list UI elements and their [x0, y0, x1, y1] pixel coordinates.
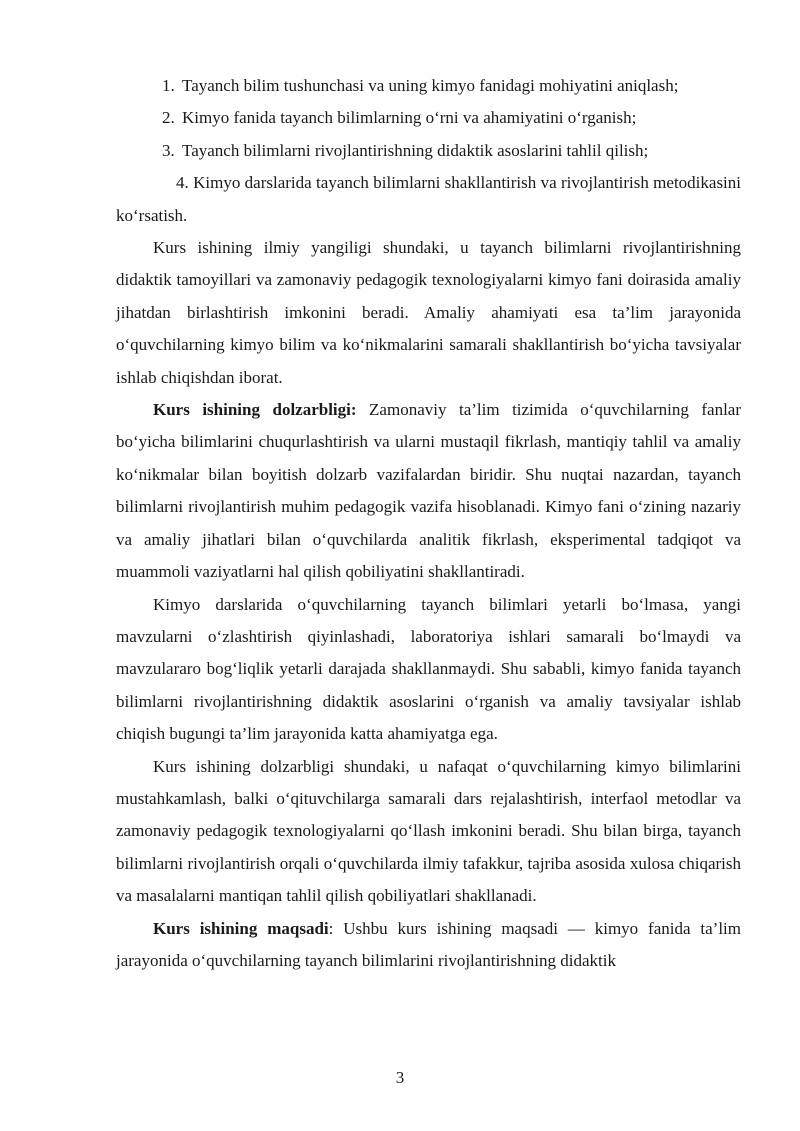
goal-heading: Kurs ishining maqsadi: [153, 918, 329, 938]
relevance2-paragraph: Kurs ishining dolzarbligi shundaki, u nafaqat o‘quvchilarning kimyo bilimlarini mustahkamlash, balki o‘qituvchilarga samarali dars rejalashtirish, interfaol metodlar va zamonaviy pedagogik texnologiyalarni qo‘llash imkonini beradi. Shu bilan birga, tayanch bilimlarni rivojlantirish orqali o‘quvchilarda ilmiy tafakkur, tajriba asosida xulosa chiqarish va masalalarni mantiqan tahlil qilish qobiliyatlari shakllanadi.: [116, 756, 741, 906]
list-number: 3.: [162, 140, 175, 160]
relevance-text: Zamonaviy ta’lim tizimida o‘quvchilarning fanlar bo‘yicha bilimlarini chuqurlashtirish va ularni mustaqil fikrlash, mantiqiy tahlil va amaliy ko‘nikmalar bilan boyitish dolzarb vazifalardan biridir. Shu nuqtai nazardan, tayanch bilimlarni rivojlantirish muhim pedagogik vazifa hisoblanadi. Kimyo fani o‘zining nazariy va amaliy jihatlari bilan o‘quvchilarda analitik fikrlash, eksperimental tadqiqot va muammoli vaziyatlarni hal qilish qobiliyatini shakllantiradi.: [116, 400, 741, 582]
relevance-heading: Kurs ishining dolzarbligi:: [153, 400, 357, 420]
page-number: 3: [395, 1068, 405, 1087]
lessons-paragraph: Kimyo darslarida o‘quvchilarning tayanch bilimlari yetarli bo‘lmasa, yangi mavzularni o‘zlashtirish qiyinlashadi, laboratoriya ishlari samarali bo‘lmaydi va mavzulararo bog‘liqlik yetarli darajada shakllanmaydi. Shu sababli, kimyo fanida tayanch bilimlarni rivojlantirishning didaktik asoslarini o‘rganish va amaliy tavsiyalar ishlab chiqish bugungi ta’lim jarayonida katta ahamiyatga ega.: [116, 594, 741, 744]
goal-paragraph: [116, 913, 741, 978]
goal-text: : Ushbu kurs ishining maqsadi — kimyo fanida ta’lim jarayonida o‘quvchilarning tayanch bilimlarini rivojlantirishning didaktik: [116, 918, 741, 970]
list-item: [116, 135, 741, 167]
list-text: Kimyo darslarida tayanch bilimlarni shakllantirish va rivojlantirish metodikasini ko‘rsatish.: [116, 173, 742, 225]
list-number: 4.: [176, 173, 189, 193]
list-text: Tayanch bilimlarni rivojlantirishning didaktik asoslarini tahlil qilish;: [182, 140, 649, 160]
list-number: 1.: [162, 76, 175, 95]
relevance-paragraph: [116, 394, 741, 588]
document-page: [116, 70, 741, 977]
list-item: [116, 70, 741, 102]
list-number: 2.: [162, 108, 175, 128]
list-item: [116, 102, 741, 134]
list-item: [116, 167, 741, 232]
list-text: Tayanch bilim tushunchasi va uning kimyo fanidagi mohiyatini aniqlash;: [182, 76, 679, 95]
list-text: Kimyo fanida tayanch bilimlarning o‘rni va ahamiyatini o‘rganish;: [182, 108, 637, 128]
novelty-paragraph: Kurs ishining ilmiy yangiligi shundaki, u tayanch bilimlarni rivojlantirishning didaktik tamoyillari va zamonaviy pedagogik texnologiyalarni kimyo fani doirasida amaliy jihatdan birlashtirish imkonini beradi. Amaliy ahamiyati esa ta’lim jarayonida o‘quvchilarning kimyo bilim va ko‘nikmalarini samarali shakllantirish bo‘yicha tavsiyalar ishlab chiqishdan iborat.: [116, 238, 741, 387]
